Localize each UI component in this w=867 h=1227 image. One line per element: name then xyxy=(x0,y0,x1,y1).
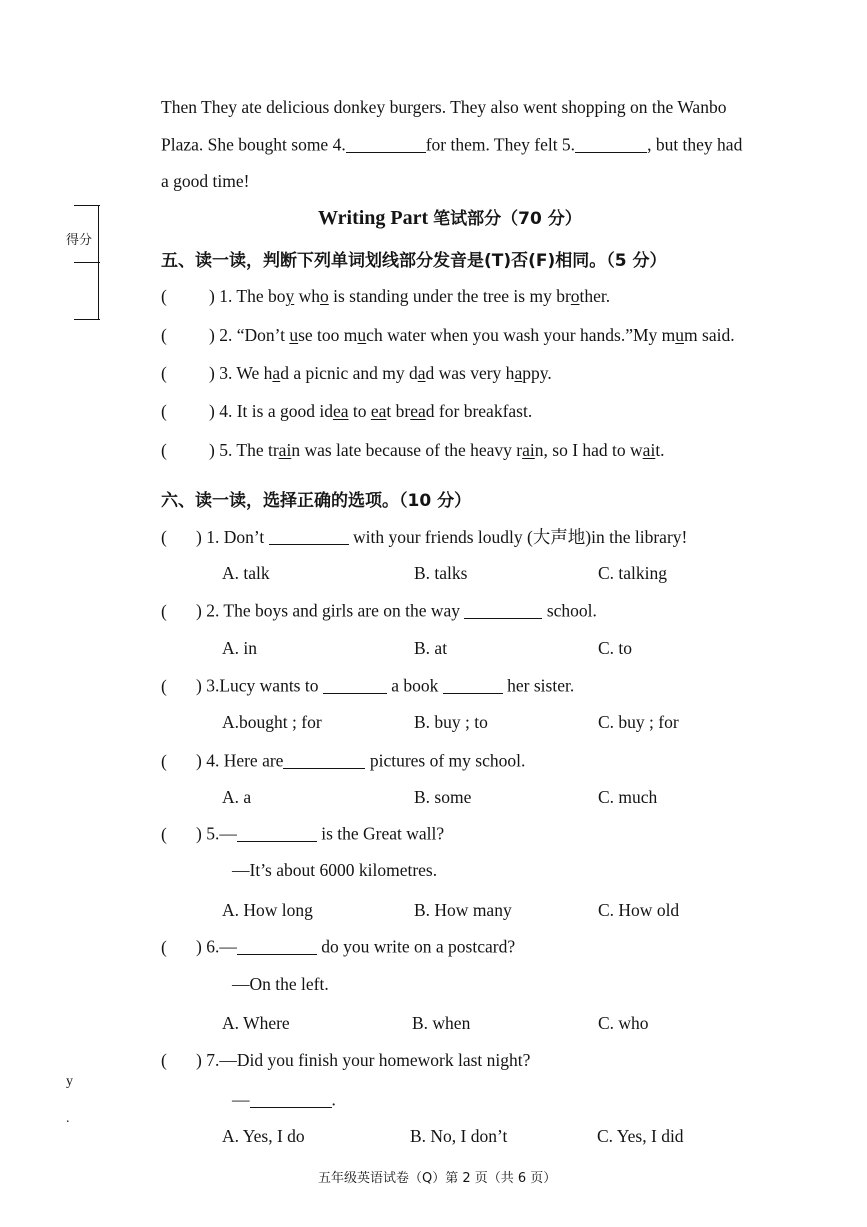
q6-option-a[interactable]: A. Where xyxy=(222,1013,290,1033)
question-1 xyxy=(161,524,687,549)
q4-option-b[interactable]: B. some xyxy=(414,787,472,807)
tf-item-text: d for breakfast. xyxy=(425,401,533,421)
tf-item xyxy=(161,401,532,422)
answer-blank-5[interactable] xyxy=(575,134,647,153)
question-6-rest: do you write on a postcard? xyxy=(321,936,516,957)
question-7-blank[interactable] xyxy=(250,1089,332,1108)
margin-line-mid xyxy=(74,262,100,263)
tf-item-text: ppy. xyxy=(522,363,552,383)
tf-item xyxy=(161,325,735,346)
answer-paren[interactable]: ( xyxy=(161,363,167,383)
q6-option-c[interactable]: C. who xyxy=(598,1013,649,1033)
q5-option-a[interactable]: A. How long xyxy=(222,900,313,920)
tf-item-text: wh xyxy=(294,286,320,306)
underlined-letters: u xyxy=(675,325,685,345)
passage-line-2-mid: for them. They felt 5. xyxy=(425,134,576,155)
underlined-letters: ai xyxy=(642,440,656,460)
underlined-letters: o xyxy=(320,286,329,306)
question-4-blank[interactable] xyxy=(283,750,365,769)
q7-option-b[interactable]: B. No, I don’t xyxy=(410,1126,508,1146)
question-2-blank[interactable] xyxy=(464,600,542,619)
passage-line-1: Then They ate delicious donkey burgers. They also went shopping on the Wanbo xyxy=(161,97,727,117)
tf-item-number: ) 4. xyxy=(209,401,237,421)
tf-item-text: is standing under the tree is my br xyxy=(328,286,571,306)
q5-option-b[interactable]: B. How many xyxy=(414,900,512,920)
tf-item-text: d was very h xyxy=(425,363,515,383)
answer-paren[interactable]: ( xyxy=(161,823,167,844)
tf-item-number: ) 3. xyxy=(209,363,237,383)
question-5 xyxy=(161,823,444,845)
tf-item-text: We h xyxy=(236,363,273,383)
question-5-rest: is the Great wall? xyxy=(321,823,445,844)
question-2-rest: school. xyxy=(546,600,597,621)
underlined-letters: ai xyxy=(278,440,292,460)
q5-option-c[interactable]: C. How old xyxy=(598,900,680,920)
tf-item-text: “Don’t xyxy=(236,325,290,345)
question-3-rest: her sister. xyxy=(507,675,575,696)
answer-paren[interactable]: ( xyxy=(161,600,167,621)
answer-paren[interactable]: ( xyxy=(161,750,167,771)
q2-option-a[interactable]: A. in xyxy=(222,638,257,658)
answer-paren[interactable]: ( xyxy=(161,527,167,547)
underlined-letters: a xyxy=(417,363,426,383)
q2-option-b[interactable]: B. at xyxy=(414,638,448,658)
passage-line-2 xyxy=(161,134,742,156)
question-5-answer: —It’s about 6000 kilometres. xyxy=(232,860,438,880)
underlined-letters: a xyxy=(272,363,281,383)
question-5-blank[interactable] xyxy=(237,823,317,842)
question-6-answer: —On the left. xyxy=(232,974,329,994)
q6-option-b[interactable]: B. when xyxy=(412,1013,471,1033)
tf-item-text: The tr xyxy=(236,440,279,460)
tf-item-text: The bo xyxy=(236,286,286,306)
title-cn: 笔试部分（70 分） xyxy=(433,209,582,229)
passage-line-3: a good time! xyxy=(161,171,250,191)
question-4 xyxy=(161,750,525,772)
q3-option-a[interactable]: A.bought ; for xyxy=(222,712,322,732)
page-footer: 五年级英语试卷（Q）第 2 页（共 6 页） xyxy=(318,1171,557,1186)
question-2 xyxy=(161,600,597,622)
q7-option-a[interactable]: A. Yes, I do xyxy=(222,1126,305,1146)
question-3-stem: ) 3.Lucy wants to xyxy=(196,675,319,696)
question-5-stem: ) 5.— xyxy=(196,823,237,844)
question-1-stem: ) 1. Don’t xyxy=(196,527,265,547)
question-7-answer xyxy=(232,1089,336,1111)
margin-mark-2: . xyxy=(66,1111,70,1126)
tf-item-number: ) 1. xyxy=(209,286,237,306)
question-3-blank-2[interactable] xyxy=(443,675,503,694)
margin-line-bottom xyxy=(74,319,100,320)
tf-item-text: n was late because of the heavy r xyxy=(291,440,523,460)
q1-option-a[interactable]: A. talk xyxy=(222,563,270,583)
underlined-letters: u xyxy=(357,325,367,345)
question-7-dash: — xyxy=(232,1089,250,1110)
underlined-letters: o xyxy=(570,286,580,306)
tf-item-text: t. xyxy=(655,440,665,460)
tf-item xyxy=(161,363,552,384)
tf-item-number: ) 2. xyxy=(209,325,237,345)
answer-paren[interactable]: ( xyxy=(161,440,167,460)
passage-line-2-pre: Plaza. She bought some 4. xyxy=(161,134,346,155)
q4-option-c[interactable]: C. much xyxy=(598,787,658,807)
question-4-stem: ) 4. Here are xyxy=(196,750,284,771)
tf-item-text: n, so I had to w xyxy=(534,440,643,460)
q1-option-b[interactable]: B. talks xyxy=(414,563,468,583)
page-title xyxy=(318,204,582,230)
question-1-rest: with your friends loudly (大声地)in the library! xyxy=(352,527,688,547)
q2-option-c[interactable]: C. to xyxy=(598,638,633,658)
underlined-letters: ai xyxy=(522,440,535,460)
tf-item-text: se too m xyxy=(298,325,358,345)
tf-item-text: t br xyxy=(386,401,411,421)
tf-item-text: m said. xyxy=(684,325,735,345)
question-6-stem: ) 6.— xyxy=(196,936,237,957)
section-5-heading: 五、读一读，判断下列单词划线部分发音是(T)否(F)相同。（5 分） xyxy=(161,251,667,271)
question-7-period: . xyxy=(331,1089,336,1110)
title-en: Writing Part xyxy=(318,207,429,229)
q1-option-c[interactable]: C. talking xyxy=(598,563,668,583)
underlined-letters: u xyxy=(289,325,299,345)
score-label: 得分 xyxy=(65,233,92,248)
tf-item xyxy=(161,286,610,307)
underlined-letters: ea xyxy=(410,401,426,421)
tf-item-text: d a picnic and my d xyxy=(280,363,418,383)
q3-option-b[interactable]: B. buy ; to xyxy=(414,712,488,732)
passage-line-2-post: , but they had xyxy=(647,134,743,155)
answer-paren[interactable]: ( xyxy=(161,936,167,957)
q4-option-a[interactable]: A. a xyxy=(222,787,252,807)
tf-item-text: It is a good id xyxy=(236,401,333,421)
answer-paren[interactable]: ( xyxy=(161,675,167,696)
question-6-blank[interactable] xyxy=(237,936,317,955)
tf-item-text: ch water when you wash your hands.”My m xyxy=(366,325,676,345)
answer-paren[interactable]: ( xyxy=(161,1050,167,1070)
question-4-rest: pictures of my school. xyxy=(369,750,526,771)
answer-paren[interactable]: ( xyxy=(161,286,167,306)
q3-option-c[interactable]: C. buy ; for xyxy=(598,712,679,732)
q7-option-c[interactable]: C. Yes, I did xyxy=(597,1126,684,1146)
question-3 xyxy=(161,675,574,697)
question-7-stem: ) 7.—Did you finish your homework last night? xyxy=(196,1050,531,1070)
answer-paren[interactable]: ( xyxy=(161,401,167,421)
question-2-stem: ) 2. The boys and girls are on the way xyxy=(196,600,461,621)
question-3-blank-1[interactable] xyxy=(323,675,387,694)
tf-item-text: to xyxy=(348,401,371,421)
question-7 xyxy=(161,1050,530,1071)
section-6-heading: 六、读一读，选择正确的选项。（10 分） xyxy=(161,491,472,511)
tf-item xyxy=(161,440,665,461)
tf-item-text: ther. xyxy=(579,286,611,306)
question-6 xyxy=(161,936,515,958)
answer-paren[interactable]: ( xyxy=(161,325,167,345)
margin-mark-1: y xyxy=(66,1074,73,1089)
tf-item-number: ) 5. xyxy=(209,440,237,460)
underlined-letters: ea xyxy=(370,401,387,421)
question-3-mid: a book xyxy=(391,675,439,696)
underlined-letters: ea xyxy=(332,401,349,421)
underlined-letters: a xyxy=(514,363,523,383)
underlined-letters: y xyxy=(285,286,295,306)
answer-blank-4[interactable] xyxy=(346,134,426,153)
question-1-blank[interactable] xyxy=(269,527,349,546)
